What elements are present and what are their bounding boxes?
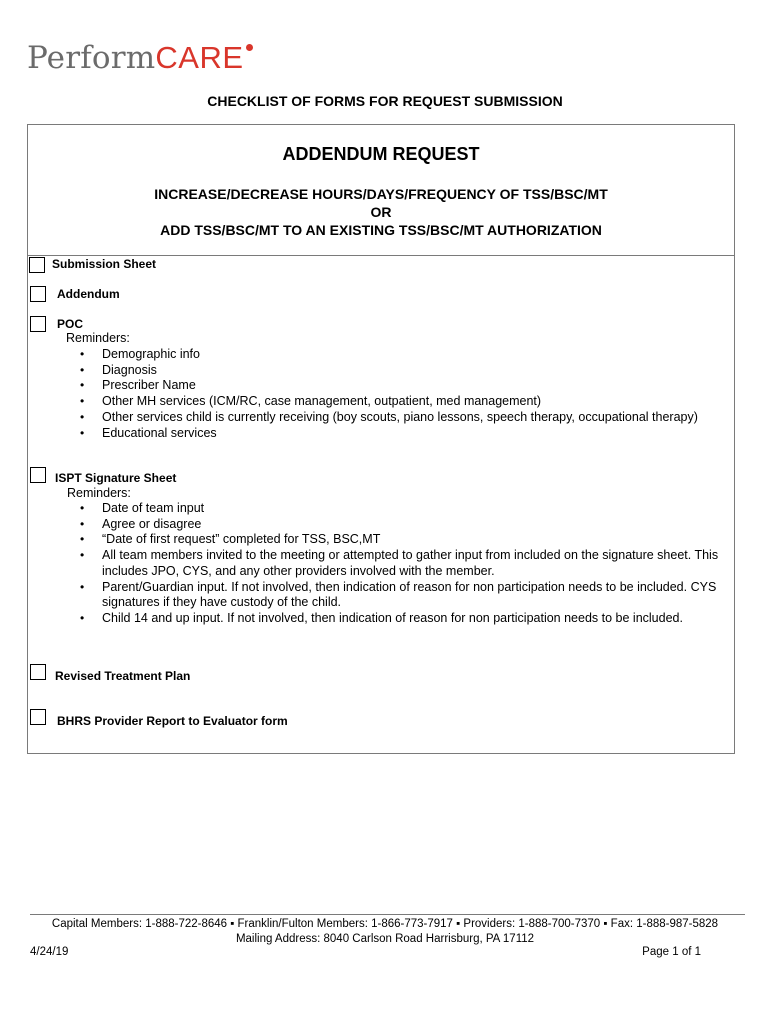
list-item	[80, 378, 698, 394]
list-item	[80, 347, 698, 363]
list-item	[80, 501, 732, 517]
ispt-reminders-list	[80, 501, 732, 627]
submission-sheet-label: Submission Sheet	[52, 257, 157, 271]
poc-label: POC	[57, 317, 84, 331]
bullet-icon: •	[80, 532, 85, 547]
list-item	[80, 548, 732, 579]
logo-care-text: CARE	[155, 40, 243, 75]
bullet-icon: •	[80, 347, 85, 361]
bullet-icon: •	[80, 516, 85, 531]
submission-sheet-checkbox[interactable]	[29, 257, 45, 273]
revised-treatment-plan-checkbox[interactable]	[30, 664, 46, 680]
document-title: CHECKLIST OF FORMS FOR REQUEST SUBMISSION	[207, 93, 563, 109]
poc-reminder-text: Other services child is currently receiving (boy scouts, piano lessons, speech therapy, occupational therapy)	[102, 409, 698, 424]
frame-divider	[27, 255, 735, 256]
list-item	[80, 579, 732, 611]
list-item	[80, 610, 732, 627]
bullet-icon: •	[80, 579, 85, 594]
footer-divider	[30, 914, 745, 915]
poc-checkbox[interactable]	[30, 316, 46, 332]
request-title: ADDENDUM REQUEST	[282, 144, 480, 164]
revised-treatment-plan-label: Revised Treatment Plan	[55, 669, 191, 683]
request-subtitle-line3: ADD TSS/BSC/MT TO AN EXISTING TSS/BSC/MT AUTHORIZATION	[160, 222, 602, 238]
ispt-reminder-text: Child 14 and up input. If not involved, then indication of reason for non participation needs to be included.	[102, 610, 683, 625]
bhrs-provider-report-label: BHRS Provider Report to Evaluator form	[57, 714, 288, 728]
list-item	[80, 394, 698, 410]
registered-mark-icon	[246, 44, 253, 51]
addendum-label: Addendum	[57, 287, 120, 301]
list-item	[80, 362, 698, 379]
footer-contacts: Capital Members: 1-888-722-8646 ▪ Franklin/Fulton Members: 1-866-773-7917 ▪ Providers: 1-888-700-7370 ▪ Fax: 1-888-987-5828	[51, 918, 719, 930]
poc-reminder-text: Prescriber Name	[102, 378, 196, 393]
bullet-icon: •	[80, 501, 85, 515]
ispt-reminder-text: Parent/Guardian input. If not involved, then indication of reason for non participation needs to be included. CYS signatures if they have custody of the child.	[102, 579, 717, 610]
bullet-icon: •	[80, 409, 85, 424]
ispt-reminder-text: All team members invited to the meeting or attempted to gather input from included on the signature sheet. This includes JPO, CYS, and any other providers involved with the member.	[102, 548, 719, 578]
poc-reminders-list	[80, 347, 698, 441]
footer-address: Mailing Address: 8040 Carlson Road Harrisburg, PA 17112	[235, 933, 535, 945]
list-item	[80, 516, 732, 533]
poc-reminder-text: Diagnosis	[102, 362, 157, 377]
poc-reminders-label: Reminders:	[66, 331, 130, 345]
request-subtitle-line1: INCREASE/DECREASE HOURS/DAYS/FREQUENCY OF TSS/BSC/MT	[154, 186, 608, 202]
list-item	[80, 425, 698, 442]
list-item	[80, 409, 698, 426]
bullet-icon: •	[80, 425, 85, 440]
logo-perform-text: Perform	[27, 40, 156, 76]
ispt-reminder-text: Date of team input	[102, 501, 205, 515]
list-item	[80, 532, 732, 548]
bhrs-provider-report-checkbox[interactable]	[30, 709, 46, 725]
bullet-icon: •	[80, 378, 85, 393]
ispt-signature-sheet-checkbox[interactable]	[30, 467, 46, 483]
addendum-checkbox[interactable]	[30, 286, 46, 302]
ispt-reminders-label: Reminders:	[67, 486, 131, 500]
footer-date: 4/24/19	[30, 946, 69, 958]
ispt-reminder-text: Agree or disagree	[102, 516, 202, 531]
footer-page-number: Page 1 of 1	[642, 946, 701, 958]
poc-reminder-text: Other MH services (ICM/RC, case management, outpatient, med management)	[102, 394, 542, 409]
ispt-reminder-text: “Date of first request” completed for TSS, BSC,MT	[102, 532, 381, 547]
poc-reminder-text: Educational services	[102, 425, 217, 440]
bullet-icon: •	[80, 362, 85, 377]
bullet-icon: •	[80, 548, 85, 563]
bullet-icon: •	[80, 610, 85, 625]
ispt-signature-sheet-label: ISPT Signature Sheet	[55, 471, 177, 485]
request-subtitle-line2: OR	[370, 204, 392, 220]
bullet-icon: •	[80, 394, 85, 409]
performcare-logo	[27, 40, 244, 80]
poc-reminder-text: Demographic info	[102, 347, 200, 361]
